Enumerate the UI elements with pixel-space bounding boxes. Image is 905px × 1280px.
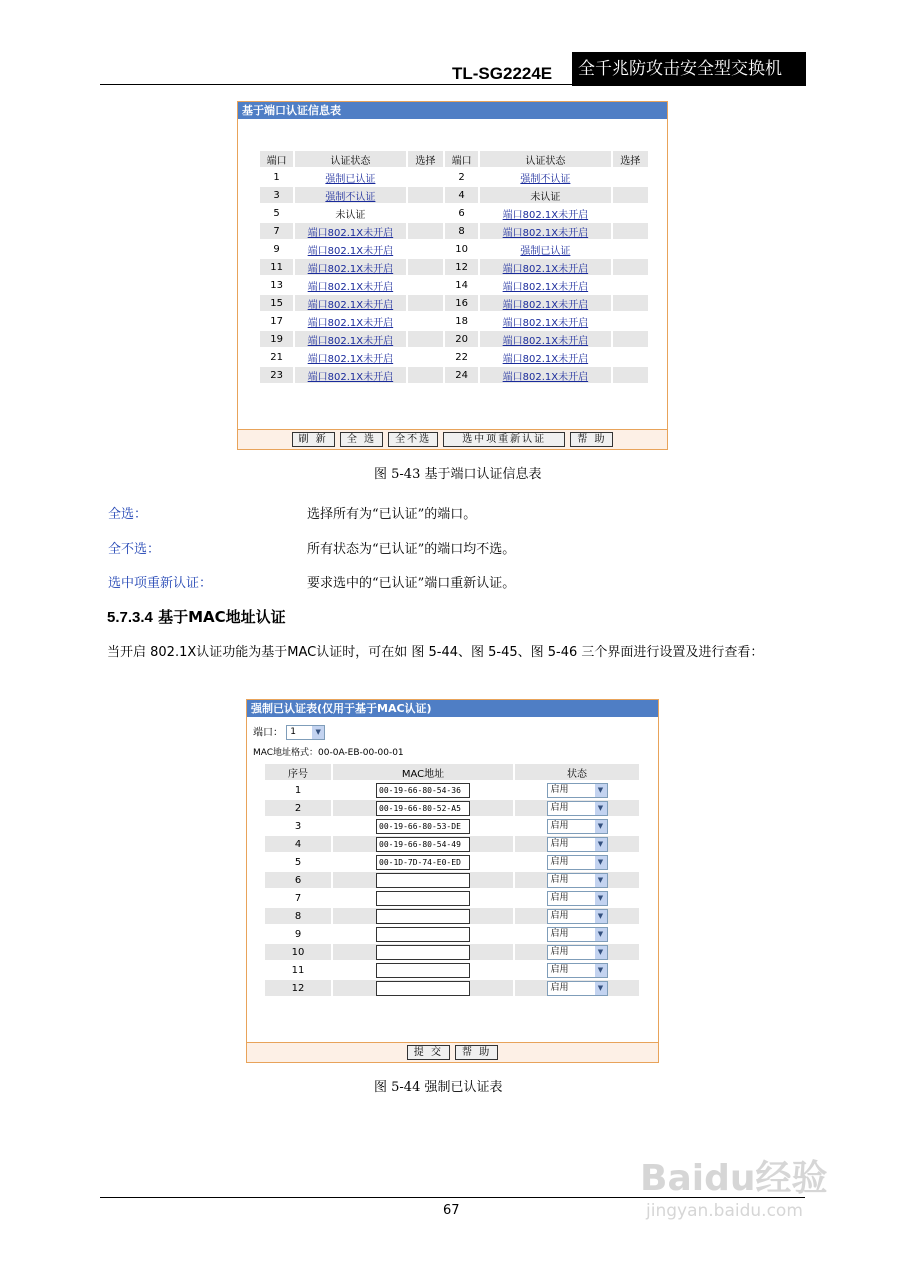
watermark-main: Baidu经验 [640,1158,828,1199]
port-cell [260,169,293,185]
refresh-button[interactable]: 刷 新 [292,432,335,447]
state-select-value: 启用 [550,982,569,993]
header-product-title: 全千兆防攻击安全型交换机 [572,52,806,86]
help-button[interactable]: 帮 助 [455,1045,498,1060]
index-cell: 11 [291,964,305,976]
status-text: 24 [455,369,468,381]
port-cell [260,187,293,203]
chevron-down-icon: ▼ [595,784,607,797]
mac-address-input[interactable]: 00-1D-7D-74-E0-ED [376,855,470,870]
state-select[interactable] [547,783,608,798]
table-row [260,259,648,275]
table-row [260,349,648,365]
port-cell [445,349,478,365]
port-cell [260,223,293,239]
status-text: 15 [270,297,283,309]
status-text: 7 [273,225,280,237]
port-cell [445,241,478,257]
column-header: 选择 [408,151,443,167]
state-select-value: 启用 [550,838,569,849]
port-cell [260,295,293,311]
reauth-selected-button[interactable]: 选中项重新认证 [443,432,565,447]
figure-caption: 图 5-44 强制已认证表 [374,1080,503,1095]
table-row [260,367,648,383]
index-cell: 1 [294,784,302,796]
mac-cell [333,782,513,798]
page-number: 67 [443,1203,460,1218]
state-select[interactable] [547,945,608,960]
select-cell[interactable] [408,169,443,185]
table-row [265,800,639,816]
table-row [260,313,648,329]
state-select-value: 启用 [550,946,569,957]
state-cell [515,980,639,996]
state-select[interactable] [547,963,608,978]
index-cell: 2 [265,800,331,816]
status-text: 3 [273,189,280,201]
state-cell [515,818,639,834]
state-select-value: 启用 [550,784,569,795]
status-link[interactable]: 强制不认证 [325,191,376,203]
table-row [265,854,639,870]
state-cell [515,890,639,906]
status-link[interactable]: 端口802.1X未开启 [307,353,394,365]
mac-address-input[interactable] [376,963,470,978]
table-row [260,205,648,221]
column-header: MAC地址 [333,764,513,780]
state-select[interactable] [547,909,608,924]
column-header: 端口 [260,151,293,167]
status-link[interactable]: 端口802.1X未开启 [502,353,589,365]
port-cell [445,205,478,221]
status-link[interactable]: 端口802.1X未开启 [502,227,589,239]
table-row [265,872,639,888]
index-cell: 6 [265,872,331,888]
panel-button-bar [238,429,667,449]
select-cell[interactable] [408,367,443,383]
index-cell: 4 [265,836,331,852]
chevron-down-icon: ▼ [312,726,324,739]
status-text: 23 [270,369,283,381]
status-cell [295,223,406,239]
term-reauth: 选中项重新认证： [108,576,213,591]
state-cell [515,836,639,852]
status-text: 10 [455,243,468,255]
select-cell[interactable] [613,295,648,311]
index-cell: 3 [294,820,302,832]
status-link[interactable]: 端口802.1X未开启 [307,335,394,347]
port-select-row [253,725,658,741]
select-cell[interactable] [408,187,443,203]
status-text: 未认证 [530,191,561,203]
status-link[interactable]: 端口802.1X未开启 [502,281,589,293]
status-cell [480,187,610,203]
status-text: 1 [273,171,280,183]
state-select[interactable] [547,927,608,942]
state-select[interactable] [547,819,608,834]
port-label: 端口： [253,727,283,739]
state-select-value: 启用 [550,802,569,813]
status-text: 12 [455,261,468,273]
table-row [265,944,639,960]
port-cell [445,259,478,275]
mac-cell [333,944,513,960]
port-cell [445,277,478,293]
index-cell: 10 [265,944,331,960]
status-text: 22 [455,351,468,363]
select-cell[interactable] [408,313,443,329]
mac-cell [333,836,513,852]
status-cell [480,223,610,239]
body-paragraph: 当开启 802.1X认证功能为基于MAC认证时，可在如 图 5-44、图 5-45、图 5-46 三个界面进行设置及进行查看： [107,645,764,660]
status-text: 5 [273,207,280,219]
status-text: 19 [270,333,283,345]
select-cell[interactable] [613,367,648,383]
status-text: 2 [458,171,465,183]
select-cell[interactable] [408,205,443,221]
table-row [260,295,648,311]
mac-address-input[interactable]: 00-19-66-80-54-36 [376,783,470,798]
select-cell[interactable] [613,187,648,203]
table-row [260,277,648,293]
port-select-value: 1 [290,727,296,737]
select-all-button[interactable]: 全 选 [340,432,383,447]
chevron-down-icon: ▼ [595,820,607,833]
index-cell: 12 [265,980,331,996]
desc-deselect-all: 所有状态为“已认证”的端口均不选。 [307,542,516,557]
watermark-sub: jingyan.baidu.com [646,1201,803,1221]
chevron-down-icon: ▼ [595,856,607,869]
select-cell[interactable] [408,223,443,239]
index-cell: 7 [294,892,302,904]
status-text: 11 [270,261,283,273]
term-select-all: 全选： [108,507,148,522]
state-select[interactable] [547,801,608,816]
port-cell [260,259,293,275]
select-cell[interactable] [408,295,443,311]
chevron-down-icon: ▼ [595,928,607,941]
desc-reauth: 要求选中的“已认证”端口重新认证。 [307,576,516,591]
table-header-row [260,151,648,167]
status-link[interactable]: 端口802.1X未开启 [307,245,394,257]
chevron-down-icon: ▼ [595,802,607,815]
port-cell [445,331,478,347]
status-cell [295,241,406,257]
port-cell [260,241,293,257]
status-link[interactable]: 端口802.1X未开启 [307,317,394,329]
port-cell [445,367,478,383]
status-text: 21 [270,351,283,363]
watermark-logo [640,1150,827,1221]
select-cell[interactable] [408,259,443,275]
section-heading [107,606,286,627]
panel-button-bar [247,1042,658,1062]
column-header: 认证状态 [480,151,610,167]
mac-address-input[interactable] [376,909,470,924]
status-link[interactable]: 端口802.1X未开启 [502,317,589,329]
select-cell[interactable] [613,169,648,185]
status-text: 6 [458,207,465,219]
port-cell [260,349,293,365]
status-text: 17 [270,315,283,327]
state-select-value: 启用 [550,874,569,885]
state-select[interactable] [547,837,608,852]
select-cell[interactable] [408,241,443,257]
table-row [265,908,639,924]
status-link[interactable]: 强制不认证 [520,173,571,185]
status-text: 16 [455,297,468,309]
chevron-down-icon: ▼ [595,964,607,977]
section-number: 5.7.3.4 [107,609,153,626]
status-cell [480,367,610,383]
mac-address-input[interactable] [376,891,470,906]
mac-cell [333,872,513,888]
select-cell[interactable] [408,331,443,347]
mac-cell [333,926,513,942]
status-text: 14 [455,279,468,291]
table-header-row [265,764,639,780]
port-cell [445,223,478,239]
table-row [265,890,639,906]
status-link[interactable]: 端口802.1X未开启 [502,299,589,311]
mac-table [263,762,641,998]
status-cell [295,205,406,221]
port-cell [260,313,293,329]
status-cell [295,313,406,329]
mac-address-input[interactable]: 00-19-66-80-52-A5 [376,801,470,816]
status-link[interactable]: 端口802.1X未开启 [307,227,394,239]
select-cell[interactable] [613,241,648,257]
chevron-down-icon: ▼ [595,874,607,887]
status-cell [480,205,610,221]
column-header: 端口 [445,151,478,167]
select-cell[interactable] [613,205,648,221]
state-cell [515,944,639,960]
state-select-value: 启用 [550,856,569,867]
status-cell [295,187,406,203]
mac-format-hint: MAC地址格式：00-0A-EB-00-00-01 [253,748,404,758]
select-cell[interactable] [613,223,648,239]
status-link[interactable]: 端口802.1X未开启 [307,281,394,293]
status-cell [480,277,610,293]
table-row [265,782,639,798]
forced-auth-panel [246,699,659,1063]
status-text: 20 [455,333,468,345]
index-cell: 5 [294,856,302,868]
status-link[interactable]: 端口802.1X未开启 [307,371,394,383]
status-text: 18 [455,315,468,327]
mac-cell [333,908,513,924]
table-row [260,241,648,257]
select-cell[interactable] [613,277,648,293]
mac-address-input[interactable]: 00-19-66-80-54-49 [376,837,470,852]
status-cell [480,313,610,329]
select-cell[interactable] [613,259,648,275]
mac-address-input[interactable] [376,873,470,888]
state-select[interactable] [547,855,608,870]
mac-cell [333,962,513,978]
status-link[interactable]: 端口802.1X未开启 [502,263,589,275]
table-row [265,818,639,834]
mac-cell [333,854,513,870]
status-cell [480,349,610,365]
panel-title: 基于端口认证信息表 [238,102,667,119]
status-text: 13 [270,279,283,291]
state-cell [515,782,639,798]
port-auth-panel [237,101,668,450]
state-select[interactable] [547,891,608,906]
port-cell [445,187,478,203]
status-cell [295,367,406,383]
state-select-value: 启用 [550,820,569,831]
port-cell [260,277,293,293]
status-cell [480,241,610,257]
submit-button[interactable]: 提 交 [407,1045,450,1060]
status-cell [480,295,610,311]
mac-cell [333,890,513,906]
port-cell [260,367,293,383]
status-text: 8 [458,225,465,237]
status-cell [295,349,406,365]
status-cell [295,169,406,185]
status-link[interactable]: 端口802.1X未开启 [502,371,589,383]
status-cell [295,259,406,275]
mac-address-input[interactable] [376,945,470,960]
mac-cell [333,800,513,816]
table-row [265,926,639,942]
panel-title: 强制已认证表(仅用于基于MAC认证) [247,700,658,717]
chevron-down-icon: ▼ [595,946,607,959]
port-auth-table [258,149,650,385]
desc-select-all: 选择所有为“已认证”的端口。 [307,507,477,522]
status-cell [480,259,610,275]
select-cell[interactable] [613,349,648,365]
select-cell[interactable] [408,277,443,293]
status-text: 未认证 [335,209,366,221]
header-rule [100,84,572,85]
state-select-value: 启用 [550,928,569,939]
index-cell: 9 [294,928,302,940]
mac-address-input[interactable] [376,981,470,996]
mac-address-input[interactable] [376,927,470,942]
port-cell [260,331,293,347]
status-link[interactable]: 端口802.1X未开启 [502,209,589,221]
term-deselect-all: 全不选： [108,542,161,557]
state-cell [515,854,639,870]
chevron-down-icon: ▼ [595,838,607,851]
index-cell: 8 [265,908,331,924]
state-select[interactable] [547,873,608,888]
table-row [260,169,648,185]
state-select-value: 启用 [550,910,569,921]
mac-cell [333,818,513,834]
chevron-down-icon: ▼ [595,982,607,995]
status-text: 9 [273,243,280,255]
state-cell [515,908,639,924]
column-header: 序号 [265,764,331,780]
column-header: 认证状态 [295,151,406,167]
status-text: 4 [458,189,465,201]
port-cell [445,169,478,185]
mac-cell [333,980,513,996]
status-cell [295,331,406,347]
column-header: 状态 [515,764,639,780]
state-cell [515,872,639,888]
table-row [260,223,648,239]
figure-caption: 图 5-43 基于端口认证信息表 [374,467,542,482]
table-row [265,980,639,996]
status-link[interactable]: 端口802.1X未开启 [502,335,589,347]
status-link[interactable]: 强制已认证 [325,173,376,185]
status-link[interactable]: 端口802.1X未开启 [307,299,394,311]
mac-address-input[interactable]: 00-19-66-80-53-DE [376,819,470,834]
select-cell[interactable] [613,331,648,347]
table-row [260,187,648,203]
status-link[interactable]: 端口802.1X未开启 [307,263,394,275]
chevron-down-icon: ▼ [595,892,607,905]
port-select[interactable] [286,725,325,740]
state-select[interactable] [547,981,608,996]
chevron-down-icon: ▼ [595,910,607,923]
header-model: TL-SG2224E [452,64,553,83]
select-cell[interactable] [613,313,648,329]
table-row [265,962,639,978]
state-cell [515,800,639,816]
deselect-all-button[interactable]: 全不选 [388,432,438,447]
table-row [260,331,648,347]
state-select-value: 启用 [550,964,569,975]
section-title: 基于MAC地址认证 [158,608,286,626]
port-cell [445,295,478,311]
status-cell [480,331,610,347]
status-cell [295,277,406,293]
column-header: 选择 [613,151,648,167]
port-cell [260,205,293,221]
select-cell[interactable] [408,349,443,365]
status-cell [295,295,406,311]
status-cell [480,169,610,185]
state-cell [515,962,639,978]
state-select-value: 启用 [550,892,569,903]
status-link[interactable]: 强制已认证 [520,245,571,257]
table-row [265,836,639,852]
port-cell [445,313,478,329]
state-cell [515,926,639,942]
help-button[interactable]: 帮 助 [570,432,613,447]
